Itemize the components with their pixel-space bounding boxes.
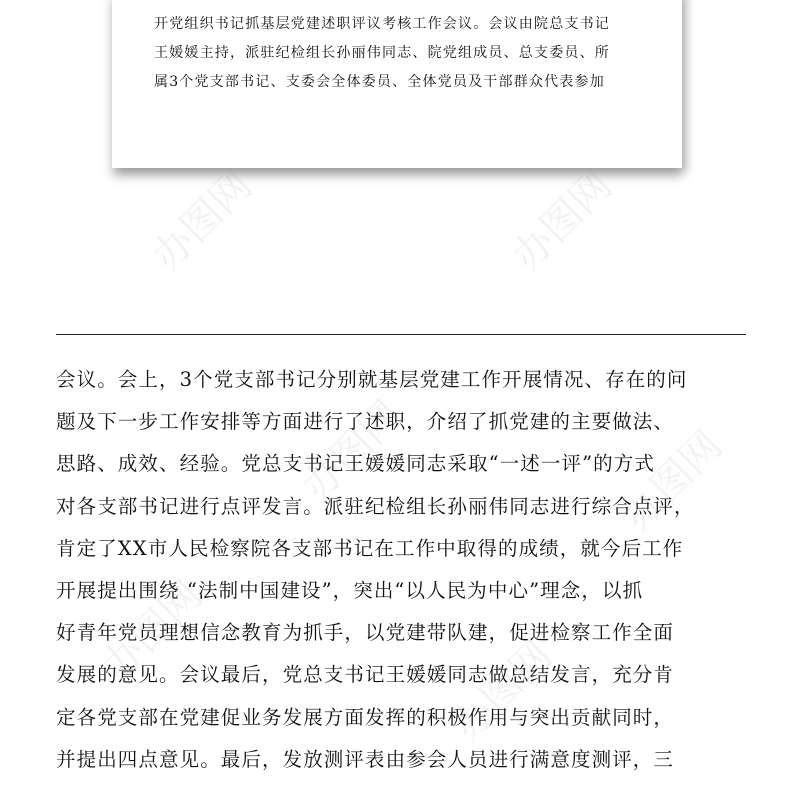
card-line: 属3个党支部书记、支委会全体委员、全体党员及干部群众代表参加 [154, 74, 605, 90]
body-line: 并提出四点意见。最后，发放测评表由参会人员进行满意度测评，三 [56, 747, 675, 771]
body-line: 定各党支部在党建促业务发展方面发挥的积极作用与突出贡献同时， [56, 705, 675, 729]
card-line: 开党组织书记抓基层党建述职评议考核工作会议。会议由院总支书记 [154, 16, 610, 32]
card-paragraph [154, 10, 654, 97]
body-line: 好青年党员理想信念教育为抓手，以党建带队建，促进检察工作全面 [56, 621, 675, 645]
body-line: 会议。会上，3个党支部书记分别就基层党建工作开展情况、存在的问 [56, 368, 688, 391]
body-line: 题及下一步工作安排等方面进行了述职，介绍了抓党建的主要做法、 [56, 410, 675, 434]
watermark: 办图网 [143, 162, 262, 280]
body-line: 发展的意见。会议最后，党总支书记王媛媛同志做总结发言，充分肯 [56, 663, 675, 687]
report-card [112, 0, 682, 168]
watermark: 办图网 [443, 632, 562, 750]
divider-line [56, 334, 746, 335]
body-paragraph [56, 359, 756, 781]
body-line: 肯定了XX市人民检察院各支部书记在工作中取得的成绩，就今后工作 [56, 536, 684, 560]
watermark: 办图网 [293, 392, 412, 510]
body-line: 开展提出围绕 “法制中国建设”，突出“以人民为中心”理念，以抓 [56, 579, 644, 603]
card-line: 王媛媛主持，派驻纪检组长孙丽伟同志、院党组成员、总支委员、所 [154, 45, 610, 61]
watermark: 办图网 [503, 162, 622, 280]
body-line: 思路、成效、经验。党总支书记王媛媛同志采取“一述一评”的方式 [56, 452, 655, 476]
watermark: 办图网 [93, 572, 212, 690]
watermark: 办图网 [613, 422, 732, 540]
body-line: 对各支部书记进行点评发言。派驻纪检组长孙丽伟同志进行综合点评， [56, 494, 695, 518]
